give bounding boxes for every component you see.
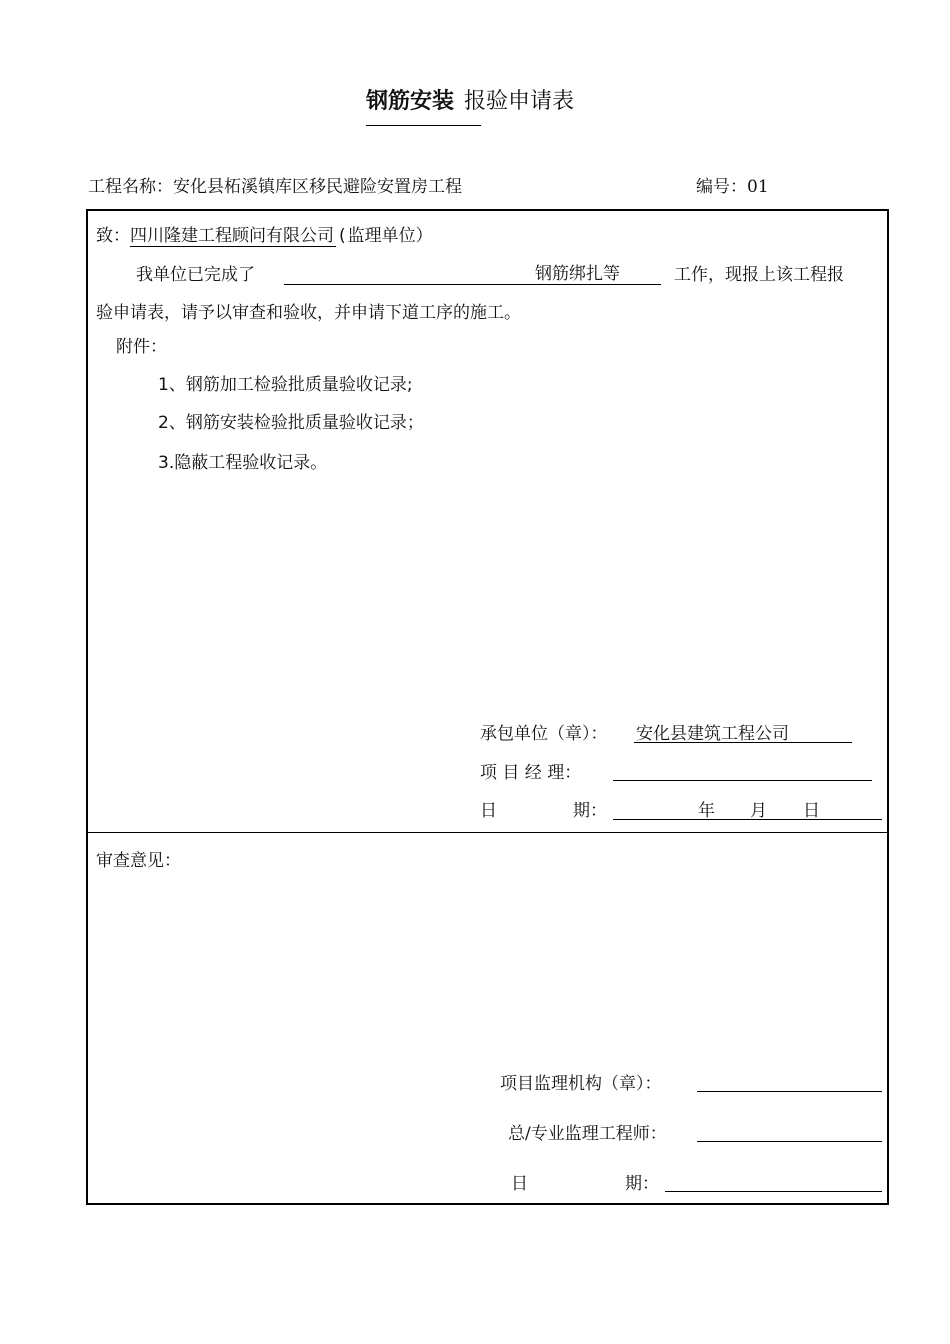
title-rest: 报验申请表 [464, 89, 575, 114]
statement-line-2: 验申请表，请予以审查和验收，并申请下道工序的施工。 [96, 303, 521, 323]
manager-label: 项 目 经 理： [480, 763, 582, 783]
date-line[interactable] [613, 819, 882, 820]
project-label: 工程名称： [88, 177, 173, 197]
section-divider [86, 832, 889, 833]
attachment-item: 1、钢筋加工检验批质量验收记录; [158, 375, 413, 395]
review-date-char-2: 期： [625, 1174, 659, 1194]
addressee-row [96, 221, 433, 247]
to-label: 致： [96, 226, 130, 246]
supervision-org-line[interactable] [697, 1091, 882, 1092]
statement-suffix: 工作，现报上该工程报 [674, 265, 844, 285]
to-role: 监理单位） [347, 226, 433, 246]
supervising-engineer-line[interactable] [697, 1141, 882, 1142]
title-bold: 钢筋安装 [366, 89, 455, 114]
month-label: 月 [750, 801, 767, 821]
contractor-label: 承包单位（章）： [480, 724, 608, 744]
attachments-label: 附件： [116, 337, 167, 357]
review-date-char-1: 日 [511, 1174, 528, 1194]
year-label: 年 [698, 801, 715, 821]
title-underline [366, 125, 481, 126]
attachment-item: 2、钢筋安装检验批质量验收记录； [158, 413, 424, 433]
review-label: 审查意见： [96, 851, 181, 871]
number-label: 编号： [696, 177, 747, 197]
project-name: 安化县柘溪镇库区移民避险安置房工程 [173, 177, 462, 197]
review-date-line[interactable] [665, 1191, 882, 1192]
work-item: 钢筋绑扎等 [535, 264, 620, 284]
work-item-line [284, 284, 661, 285]
supervising-engineer-label: 总/专业监理工程师： [508, 1124, 667, 1144]
day-label: 日 [803, 801, 820, 821]
form-title [366, 84, 574, 115]
project-name-row [88, 172, 462, 197]
number-value: 01 [747, 177, 769, 197]
date-label-char-1: 日 [480, 801, 497, 821]
form-box [86, 209, 889, 1205]
date-label-char-2: 期： [573, 801, 607, 821]
supervision-org-label: 项目监理机构（章）： [500, 1074, 662, 1094]
number-row [696, 172, 769, 197]
manager-signature-line[interactable] [613, 780, 872, 781]
statement-prefix: 我单位已完成了 [136, 265, 255, 285]
contractor-line [634, 742, 852, 743]
to-company: 四川隆建工程顾问有限公司 [130, 221, 336, 247]
contractor-name: 安化县建筑工程公司 [636, 724, 789, 744]
attachment-item: 3.隐蔽工程验收记录。 [158, 453, 328, 473]
to-paren: ( [339, 226, 346, 246]
